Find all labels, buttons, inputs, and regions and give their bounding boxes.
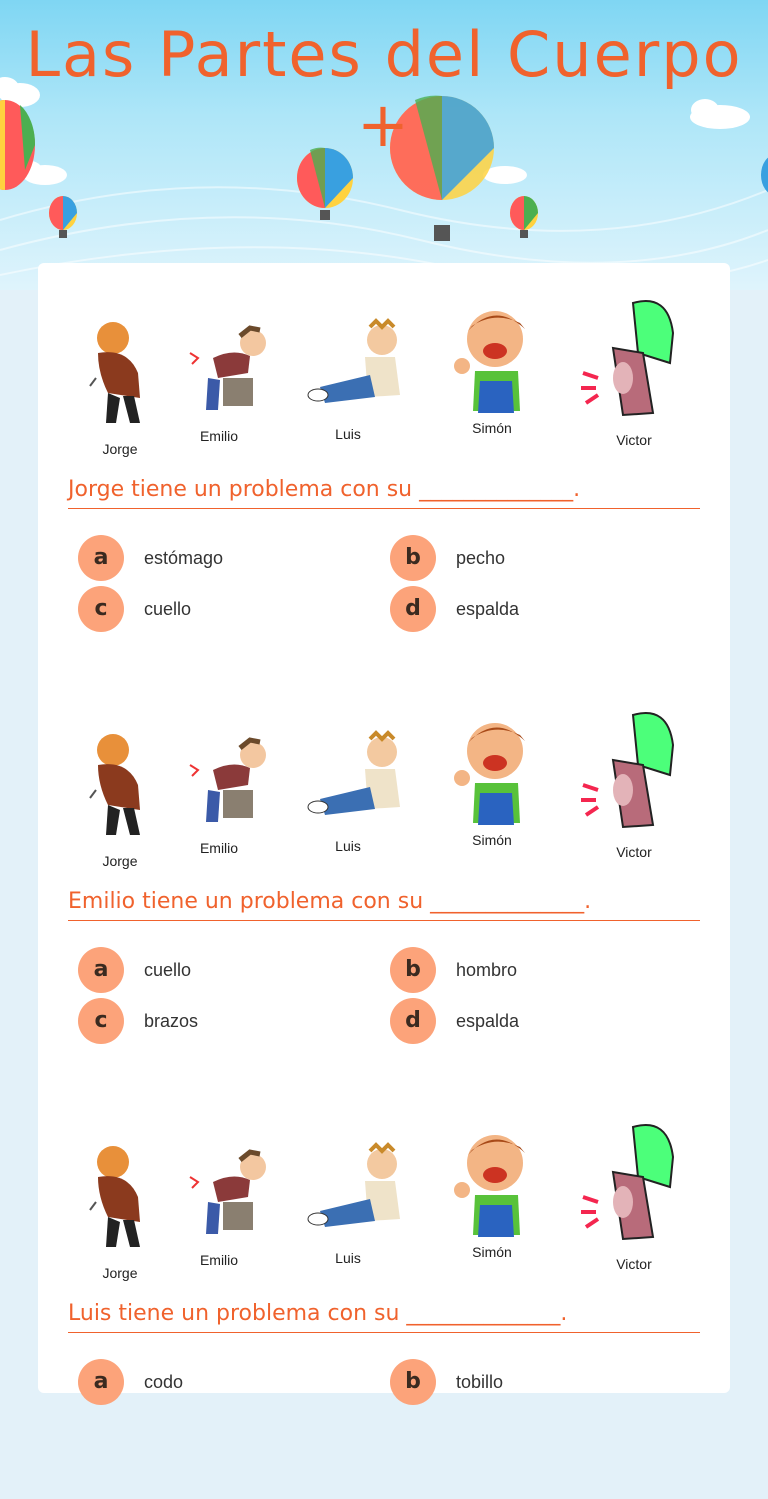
option-letter-badge: b [390,947,436,993]
figure-4 [578,705,688,840]
option-a[interactable] [78,1359,358,1405]
worksheet-card [38,263,730,1393]
jorge-figure [68,318,168,428]
option-text: espalda [456,1011,520,1031]
option-letter-badge: d [390,586,436,632]
option-letter-badge: b [390,535,436,581]
figure-name: Simón [472,832,512,848]
option-a[interactable] [78,947,358,993]
option-letter-badge: d [390,998,436,1044]
figure-name: Emilio [199,840,239,856]
option-letter-badge: a [78,535,124,581]
emilio-figure [178,1142,288,1242]
header-banner [0,0,768,290]
figure-3 [440,1125,540,1245]
figure-3 [440,713,540,833]
victor-figure [578,1117,688,1247]
figure-name: Emilio [199,1252,239,1268]
question-3 [38,1087,730,1499]
figure-name: Victor [616,844,652,860]
figure-name: Jorge [102,441,138,457]
option-text: cuello [144,960,192,980]
option-b[interactable] [390,535,670,581]
figure-0 [68,318,168,433]
simon-figure [440,301,540,416]
emilio-figure [178,730,288,830]
figure-name: Jorge [102,1265,138,1281]
option-text: cuello [144,599,192,619]
balloon-small-1 [49,196,77,238]
page-title: Las Partes del Cuerpo + [25,18,743,161]
option-text: hombro [456,960,518,980]
luis-figure [300,315,410,415]
figure-name: Simón [472,420,512,436]
option-letter-badge: a [78,1359,124,1405]
option-a[interactable] [78,535,358,581]
figure-name: Victor [616,1256,652,1272]
figure-2 [300,1139,410,1244]
question-prompt: Jorge tiene un problema con su ______________. [68,477,700,509]
option-c[interactable] [78,586,358,632]
figure-0 [68,1142,168,1257]
option-text: tobillo [456,1372,504,1392]
question-prompt: Luis tiene un problema con su ______________. [68,1301,700,1333]
option-text: pecho [456,548,506,568]
figure-0 [68,730,168,845]
figure-name: Jorge [102,853,138,869]
figures-row [38,675,730,875]
figure-4 [578,1117,688,1252]
figure-3 [440,301,540,421]
figure-name: Luis [335,838,361,854]
question-2 [38,675,730,1087]
option-letter-badge: a [78,947,124,993]
emilio-figure [178,318,288,418]
figure-name: Emilio [199,428,239,444]
figure-2 [300,315,410,420]
jorge-figure [68,730,168,840]
option-letter-badge: c [78,998,124,1044]
figure-name: Victor [616,432,652,448]
figure-name: Luis [335,426,361,442]
victor-figure [578,293,688,423]
figure-4 [578,293,688,428]
simon-figure [440,713,540,828]
option-text: estómago [144,548,224,568]
option-b[interactable] [390,947,670,993]
option-letter-badge: b [390,1359,436,1405]
option-c[interactable] [78,998,358,1044]
balloon-right-edge [761,155,768,195]
option-text: codo [144,1372,184,1392]
figure-name: Luis [335,1250,361,1266]
luis-figure [300,727,410,827]
figures-row [38,263,730,463]
option-letter-badge: c [78,586,124,632]
victor-figure [578,705,688,835]
option-d[interactable] [390,586,670,632]
figure-name: Simón [472,1244,512,1260]
balloon-small-2 [510,196,538,238]
jorge-figure [68,1142,168,1252]
figure-2 [300,727,410,832]
option-d[interactable] [390,998,670,1044]
option-text: espalda [456,599,520,619]
luis-figure [300,1139,410,1239]
option-text: brazos [144,1011,199,1031]
figure-1 [178,730,288,835]
question-1 [38,263,730,675]
option-b[interactable] [390,1359,670,1405]
figures-row [38,1087,730,1287]
figure-1 [178,1142,288,1247]
question-prompt: Emilio tiene un problema con su ______________. [68,889,700,921]
figure-1 [178,318,288,423]
simon-figure [440,1125,540,1240]
